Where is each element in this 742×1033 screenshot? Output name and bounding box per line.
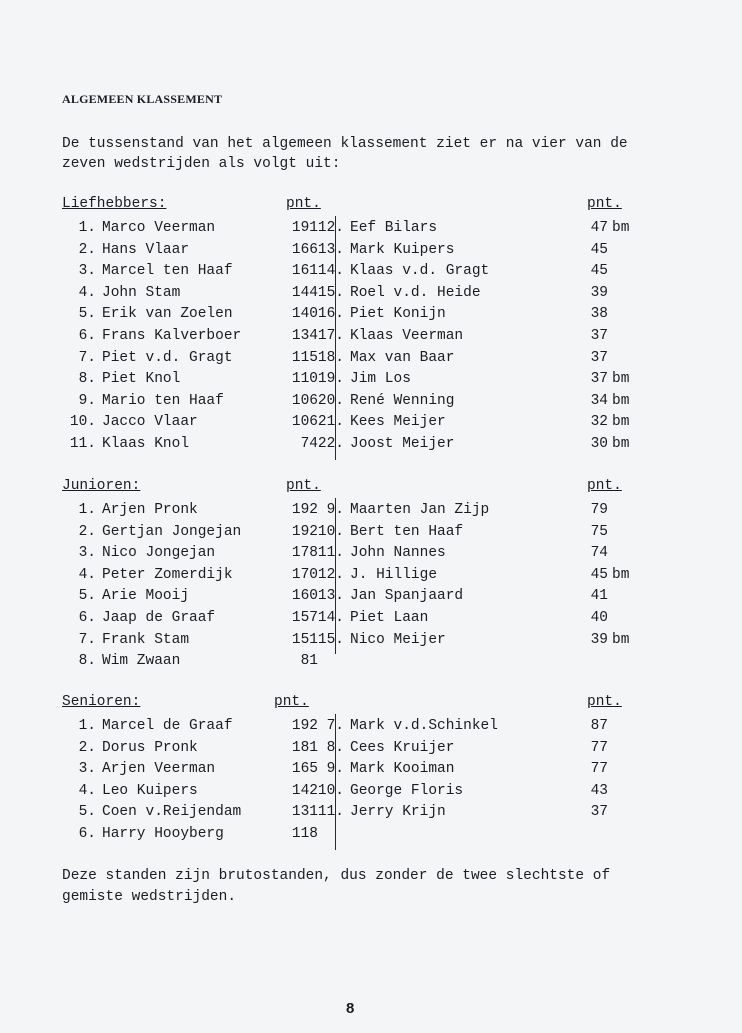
ranking-row — [310, 304, 682, 326]
points-value: 165 — [291, 761, 318, 778]
points-header-right: pnt. — [587, 196, 622, 212]
rank-number: 14. — [317, 263, 344, 280]
competitor-name: Coen v.Reijendam — [102, 804, 242, 821]
rank-number: 13. — [317, 588, 344, 605]
rank-number: 7. — [78, 349, 96, 366]
ranking-list-right — [310, 218, 682, 456]
points-value: 115 — [291, 349, 318, 366]
ranking-row — [62, 391, 332, 413]
ranking-row — [62, 738, 332, 760]
section-junioren — [62, 478, 682, 678]
competitor-name: Mark Kuipers — [350, 241, 455, 258]
points-value: 45 — [590, 263, 608, 280]
competitor-name: Erik van Zoelen — [102, 306, 233, 323]
points-value: 106 — [291, 414, 318, 431]
competitor-name: Piet Laan — [350, 609, 429, 626]
points-value: 30 — [590, 435, 608, 452]
points-value: 191 — [291, 220, 318, 236]
competitor-name: Kees Meijer — [350, 414, 446, 431]
competitor-name: George Floris — [350, 782, 464, 799]
ranking-row — [310, 738, 682, 760]
points-value: 37 — [590, 804, 608, 821]
rank-number: 7. — [326, 718, 344, 734]
rank-number: 7. — [78, 631, 96, 648]
competitor-name: Mark v.d.Schinkel — [350, 718, 498, 734]
competitor-name: Joost Meijer — [350, 435, 455, 452]
competitor-name: Klaas Veerman — [350, 327, 464, 344]
competitor-name: Harry Hooyberg — [102, 825, 224, 842]
rank-number: 13. — [317, 241, 344, 258]
rank-number: 22. — [317, 435, 344, 452]
points-value: 37 — [590, 349, 608, 366]
points-value: 39 — [590, 631, 608, 648]
rank-number: 12. — [317, 566, 344, 583]
bm-note: bm — [612, 371, 630, 388]
competitor-name: Jerry Krijn — [350, 804, 446, 821]
points-value: 38 — [590, 306, 608, 323]
rank-number: 8. — [78, 371, 96, 388]
ranking-row — [310, 283, 682, 305]
rank-number: 11. — [317, 545, 344, 562]
competitor-name: Wim Zwaan — [102, 653, 181, 670]
competitor-name: John Nannes — [350, 545, 446, 562]
page-title: ALGEMEEN KLASSEMENT — [62, 92, 223, 106]
competitor-name: Piet Konijn — [350, 306, 446, 323]
competitor-name: Gertjan Jongejan — [102, 523, 242, 540]
ranking-row — [62, 412, 332, 434]
ranking-row — [62, 608, 332, 630]
points-value: 32 — [590, 414, 608, 431]
rank-number: 2. — [78, 241, 96, 258]
bm-note: bm — [612, 566, 630, 583]
rank-number: 11. — [317, 804, 344, 821]
competitor-name: Arjen Veerman — [102, 761, 216, 778]
competitor-name: Jan Spanjaard — [350, 588, 464, 605]
ranking-row — [62, 434, 332, 456]
ranking-row — [310, 500, 682, 522]
rank-number: 2. — [78, 523, 96, 540]
points-value: 79 — [590, 502, 608, 518]
points-value: 37 — [590, 327, 608, 344]
ranking-row — [62, 586, 332, 608]
competitor-name: J. Hillige — [350, 566, 438, 583]
competitor-name: Peter Zomerdijk — [102, 566, 233, 583]
points-value: 142 — [291, 782, 318, 799]
competitor-name: Mark Kooiman — [350, 761, 455, 778]
ranking-row — [310, 369, 682, 391]
ranking-row — [62, 802, 332, 824]
rank-number: 5. — [78, 588, 96, 605]
points-value: 74 — [300, 435, 318, 452]
points-value: 118 — [291, 825, 318, 842]
ranking-row — [310, 261, 682, 283]
competitor-name: Piet v.d. Gragt — [102, 349, 233, 366]
competitor-name: Mario ten Haaf — [102, 392, 224, 409]
ranking-row — [62, 630, 332, 652]
competitor-name: Klaas Knol — [102, 435, 190, 452]
ranking-row — [310, 716, 682, 738]
competitor-name: Frank Stam — [102, 631, 190, 648]
ranking-row — [62, 543, 332, 565]
ranking-row — [310, 434, 682, 456]
rank-number: 8. — [326, 739, 344, 756]
competitor-name: Dorus Pronk — [102, 739, 198, 756]
footer-note: Deze standen zijn brutostanden, dus zonder de twee slechtste of gemiste wedstrijden. — [62, 868, 611, 905]
bm-note: bm — [612, 392, 630, 409]
competitor-name: John Stam — [102, 284, 181, 301]
ranking-row — [310, 759, 682, 781]
competitor-name: Nico Meijer — [350, 631, 446, 648]
competitor-name: Marcel ten Haaf — [102, 263, 233, 280]
ranking-list-right — [310, 716, 682, 824]
rank-number: 9. — [326, 502, 344, 518]
ranking-row — [310, 240, 682, 262]
competitor-name: Arie Mooij — [102, 588, 190, 605]
points-value: 41 — [590, 588, 608, 605]
ranking-row — [310, 522, 682, 544]
rank-number: 3. — [78, 545, 96, 562]
ranking-row — [62, 283, 332, 305]
ranking-row — [62, 261, 332, 283]
section-title: Liefhebbers: — [62, 196, 167, 212]
points-value: 34 — [590, 392, 608, 409]
rank-number: 17. — [317, 327, 344, 344]
competitor-name: Klaas v.d. Gragt — [350, 263, 490, 280]
points-value: 40 — [590, 609, 608, 626]
rank-number: 10. — [69, 414, 96, 431]
points-value: 110 — [291, 371, 318, 388]
points-value: 160 — [291, 588, 318, 605]
points-value: 170 — [291, 566, 318, 583]
rank-number: 2. — [78, 739, 96, 756]
competitor-name: Max van Baar — [350, 349, 455, 366]
competitor-name: Maarten Jan Zijp — [350, 502, 490, 518]
points-value: 81 — [300, 653, 318, 670]
rank-number: 14. — [317, 609, 344, 626]
rank-number: 10. — [317, 523, 344, 540]
points-value: 166 — [291, 241, 318, 258]
ranking-row — [310, 802, 682, 824]
rank-number: 4. — [78, 782, 96, 799]
ranking-row — [62, 304, 332, 326]
competitor-name: René Wenning — [350, 392, 455, 409]
ranking-list-left — [62, 500, 332, 673]
rank-number: 9. — [78, 392, 96, 409]
competitor-name: Cees Kruijer — [350, 739, 455, 756]
points-value: 45 — [590, 566, 608, 583]
points-value: 75 — [590, 523, 608, 540]
points-value: 161 — [291, 263, 318, 280]
points-value: 192 — [291, 523, 318, 540]
rank-number: 1. — [78, 718, 96, 734]
ranking-row — [62, 500, 332, 522]
points-value: 134 — [291, 327, 318, 344]
section-senioren — [62, 694, 682, 854]
rank-number: 15. — [317, 631, 344, 648]
page-number: 8 — [346, 1000, 355, 1017]
competitor-name: Jim Los — [350, 371, 411, 388]
points-value: 47 — [590, 220, 608, 236]
ranking-row — [310, 781, 682, 803]
section-title: Junioren: — [62, 478, 141, 494]
section-title: Senioren: — [62, 694, 141, 710]
ranking-row — [62, 716, 332, 738]
points-value: 77 — [590, 761, 608, 778]
ranking-row — [310, 218, 682, 240]
ranking-row — [62, 759, 332, 781]
competitor-name: Piet Knol — [102, 371, 181, 388]
rank-number: 1. — [78, 502, 96, 518]
ranking-row — [62, 522, 332, 544]
competitor-name: Marco Veerman — [102, 220, 216, 236]
rank-number: 8. — [78, 653, 96, 670]
bm-note: bm — [612, 220, 630, 236]
rank-number: 6. — [78, 327, 96, 344]
points-value: 192 — [291, 502, 318, 518]
points-header-right: pnt. — [587, 694, 622, 710]
ranking-row — [310, 630, 682, 652]
ranking-list-left — [62, 716, 332, 846]
rank-number: 4. — [78, 566, 96, 583]
points-value: 131 — [291, 804, 318, 821]
points-header-right: pnt. — [587, 478, 622, 494]
competitor-name: Eef Bilars — [350, 220, 438, 236]
ranking-row — [310, 608, 682, 630]
rank-number: 10. — [317, 782, 344, 799]
competitor-name: Nico Jongejan — [102, 545, 216, 562]
points-value: 157 — [291, 609, 318, 626]
rank-number: 5. — [78, 306, 96, 323]
points-value: 178 — [291, 545, 318, 562]
points-value: 151 — [291, 631, 318, 648]
ranking-row — [62, 651, 332, 673]
competitor-name: Jacco Vlaar — [102, 414, 198, 431]
bm-note: bm — [612, 631, 630, 648]
rank-number: 19. — [317, 371, 344, 388]
ranking-row — [62, 326, 332, 348]
ranking-list-left — [62, 218, 332, 456]
points-value: 74 — [590, 545, 608, 562]
competitor-name: Arjen Pronk — [102, 502, 198, 518]
competitor-name: Jaap de Graaf — [102, 609, 216, 626]
rank-number: 18. — [317, 349, 344, 366]
competitor-name: Bert ten Haaf — [350, 523, 464, 540]
rank-number: 5. — [78, 804, 96, 821]
rank-number: 12. — [317, 220, 344, 236]
rank-number: 4. — [78, 284, 96, 301]
rank-number: 6. — [78, 609, 96, 626]
points-value: 144 — [291, 284, 318, 301]
ranking-row — [62, 218, 332, 240]
competitor-name: Hans Vlaar — [102, 241, 190, 258]
ranking-row — [310, 412, 682, 434]
points-value: 45 — [590, 241, 608, 258]
ranking-row — [62, 565, 332, 587]
rank-number: 20. — [317, 392, 344, 409]
competitor-name: Leo Kuipers — [102, 782, 198, 799]
points-value: 87 — [590, 718, 608, 734]
rank-number: 16. — [317, 306, 344, 323]
ranking-row — [62, 369, 332, 391]
points-header-left: pnt. — [274, 694, 309, 710]
points-value: 43 — [590, 782, 608, 799]
rank-number: 3. — [78, 761, 96, 778]
ranking-row — [310, 586, 682, 608]
points-value: 192 — [291, 718, 318, 734]
ranking-row — [310, 391, 682, 413]
ranking-row — [62, 348, 332, 370]
ranking-row — [62, 781, 332, 803]
bm-note: bm — [612, 414, 630, 431]
rank-number: 6. — [78, 825, 96, 842]
points-value: 77 — [590, 739, 608, 756]
ranking-row — [62, 240, 332, 262]
intro-paragraph: De tussenstand van het algemeen klassement ziet er na vier van de zeven wedstrijden als volgt uit: — [62, 136, 628, 172]
competitor-name: Roel v.d. Heide — [350, 284, 481, 301]
rank-number: 21. — [317, 414, 344, 431]
points-value: 140 — [291, 306, 318, 323]
ranking-list-right — [310, 500, 682, 651]
rank-number: 3. — [78, 263, 96, 280]
points-header-left: pnt. — [286, 478, 321, 494]
ranking-row — [310, 543, 682, 565]
points-value: 39 — [590, 284, 608, 301]
points-value: 106 — [291, 392, 318, 409]
points-value: 37 — [590, 371, 608, 388]
rank-number: 11. — [69, 435, 96, 452]
ranking-row — [310, 348, 682, 370]
competitor-name: Frans Kalverboer — [102, 327, 242, 344]
rank-number: 15. — [317, 284, 344, 301]
rank-number: 1. — [78, 220, 96, 236]
ranking-row — [62, 824, 332, 846]
ranking-row — [310, 565, 682, 587]
points-value: 181 — [291, 739, 318, 756]
ranking-row — [310, 326, 682, 348]
competitor-name: Marcel de Graaf — [102, 718, 233, 734]
bm-note: bm — [612, 435, 630, 452]
points-header-left: pnt. — [286, 196, 321, 212]
section-liefhebbers — [62, 196, 682, 466]
rank-number: 9. — [326, 761, 344, 778]
